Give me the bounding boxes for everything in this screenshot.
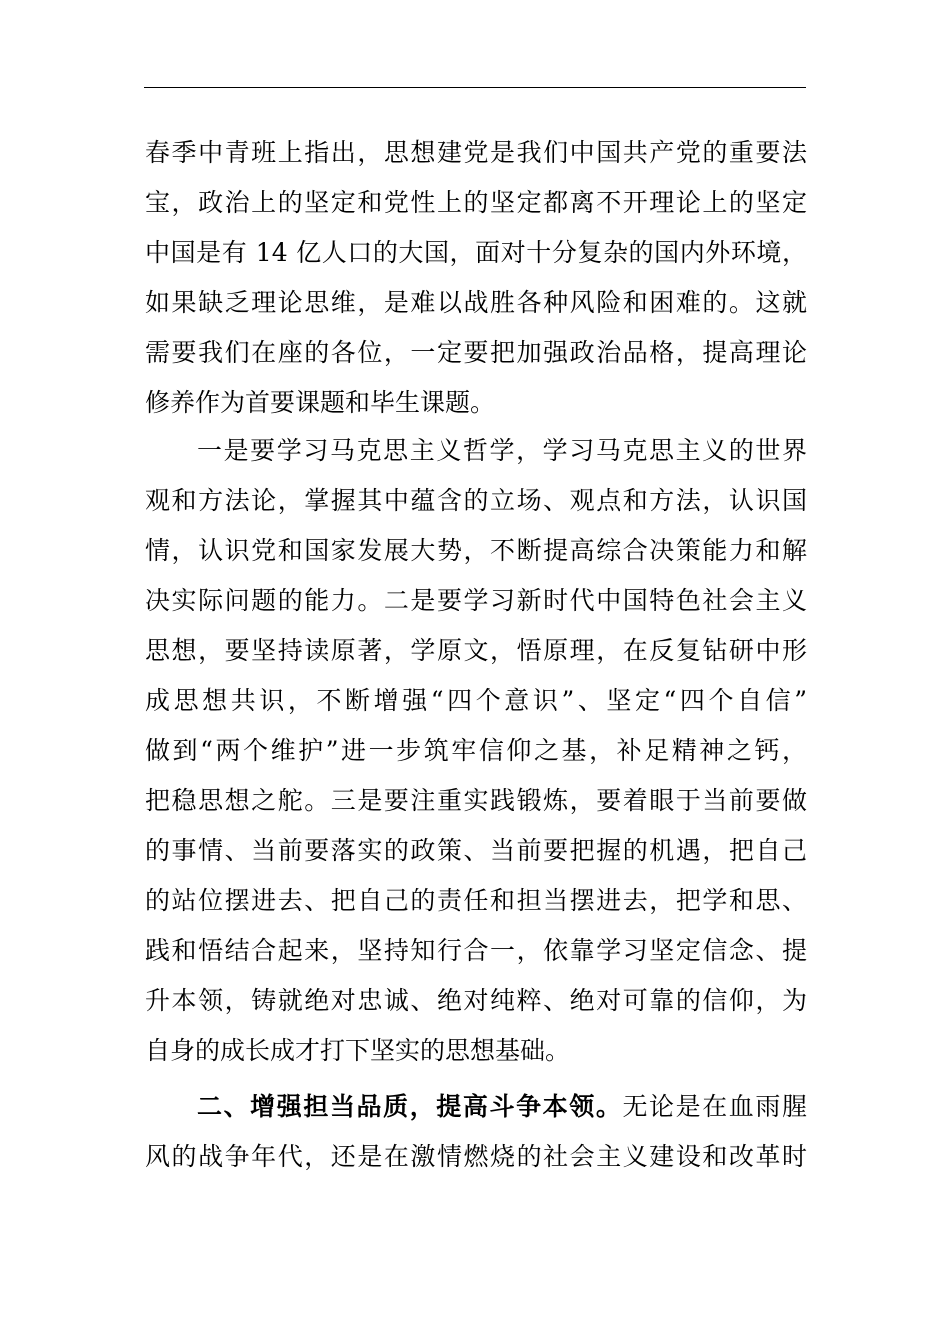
- text-run: 无论是在血雨腥: [622, 1092, 807, 1121]
- text-line: 做到“两个维护”进一步筑牢信仰之基，补足精神之钙，: [145, 736, 807, 765]
- text-line: 成思想共识，不断增强“四个意识”、坚定“四个自信”: [145, 686, 807, 715]
- text-line: 思想，要坚持读原著，学原文，悟原理，在反复钻研中形: [145, 636, 807, 665]
- text-line: 情，认识党和国家发展大势，不断提高综合决策能力和解: [145, 536, 807, 565]
- text-line: 一是要学习马克思主义哲学，学习马克思主义的世界: [197, 436, 807, 465]
- paragraph-3: [145, 1082, 807, 1182]
- text-line: 的站位摆进去、把自己的责任和担当摆进去，把学和思、: [145, 886, 807, 915]
- text-line: 把稳思想之舵。三是要注重实践锻炼，要着眼于当前要做: [145, 786, 807, 815]
- paragraph-2: [145, 426, 807, 1076]
- text-line: 中国是有 14 亿人口的大国，面对十分复杂的国内外环境，: [145, 238, 807, 267]
- text-line: 的事情、当前要落实的政策、当前要把握的机遇，把自己: [145, 836, 807, 865]
- text-line: 需要我们在座的各位，一定要把加强政治品格，提高理论: [145, 338, 807, 367]
- text-line: 观和方法论，掌握其中蕴含的立场、观点和方法，认识国: [145, 486, 807, 515]
- text-line: 决实际问题的能力。二是要学习新时代中国特色社会主义: [145, 586, 807, 615]
- section-heading: 二、增强担当品质，提高斗争本领。: [197, 1092, 623, 1121]
- text-line: 升本领，铸就绝对忠诚、绝对纯粹、绝对可靠的信仰，为: [145, 986, 807, 1015]
- text-line: 风的战争年代，还是在激情燃烧的社会主义建设和改革时: [145, 1142, 807, 1171]
- header-rule: [144, 87, 806, 88]
- text-line: 修养作为首要课题和毕生课题。: [145, 388, 496, 417]
- text-line: 宝，政治上的坚定和党性上的坚定都离不开理论上的坚定: [145, 188, 807, 217]
- paragraph-1: [145, 128, 807, 428]
- text-line: 自身的成长成才打下坚实的思想基础。: [145, 1036, 571, 1065]
- text-line: [145, 1082, 807, 1132]
- text-line: 春季中青班上指出，思想建党是我们中国共产党的重要法: [145, 138, 807, 167]
- text-line: 如果缺乏理论思维，是难以战胜各种风险和困难的。这就: [145, 288, 807, 317]
- text-line: 践和悟结合起来，坚持知行合一，依靠学习坚定信念、提: [145, 936, 807, 965]
